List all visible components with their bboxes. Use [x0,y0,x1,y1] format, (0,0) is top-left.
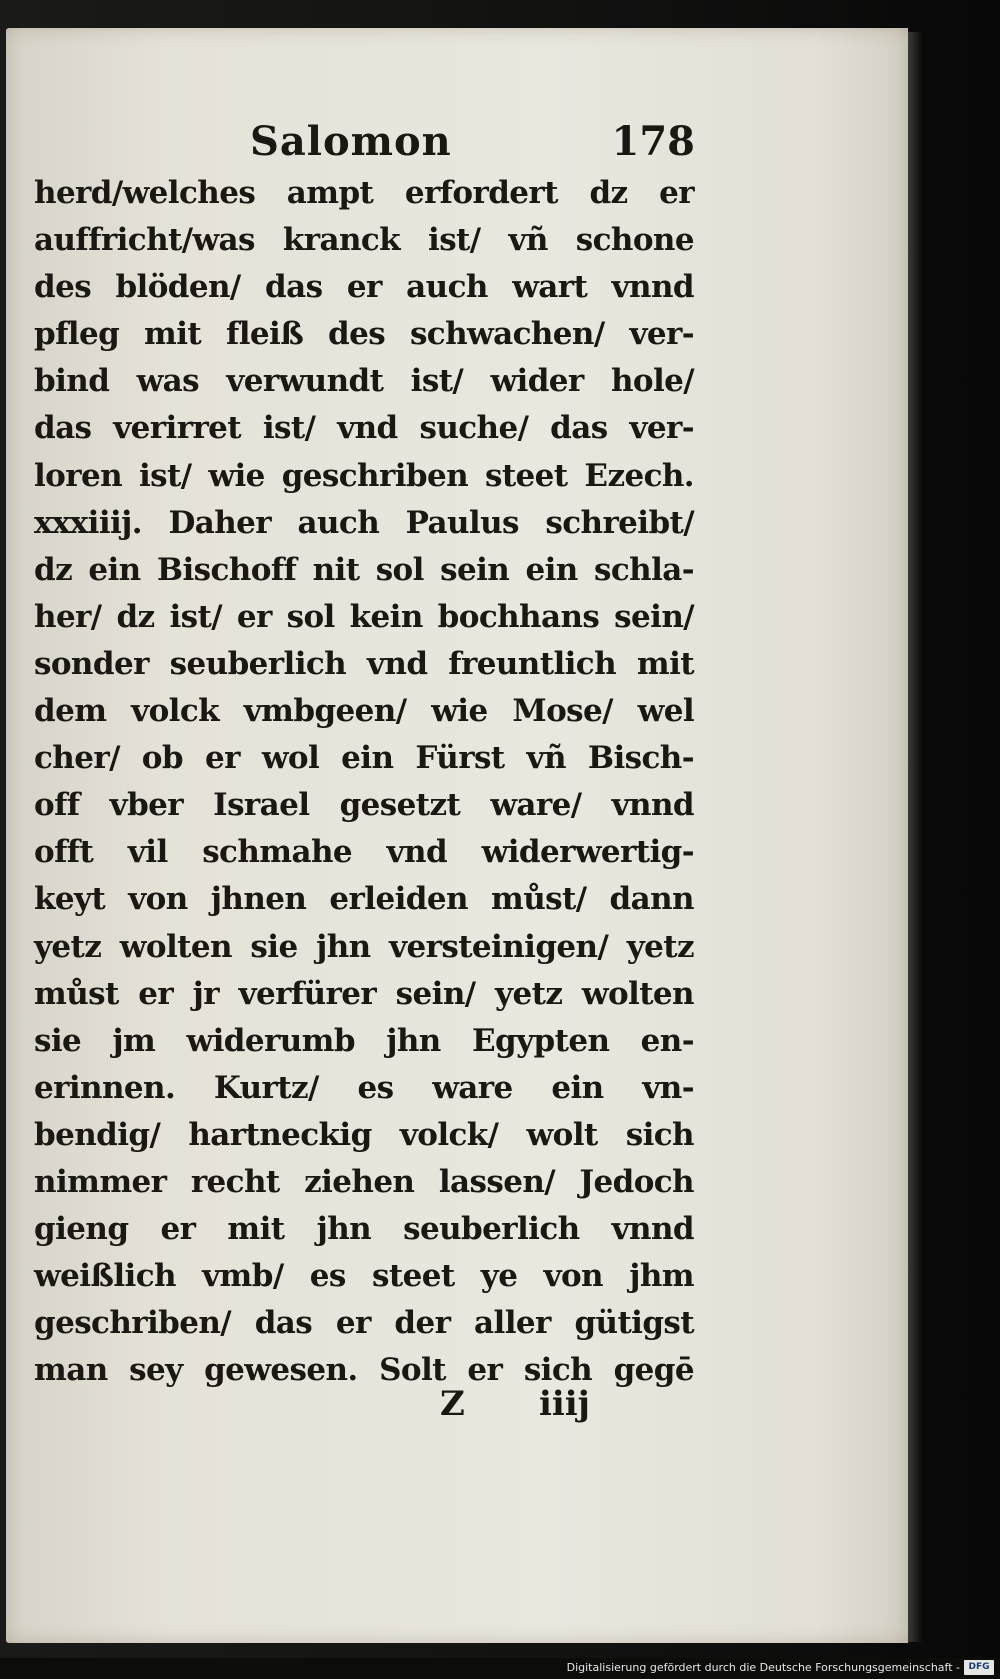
text-line: geschriben/ das er der aller gütigst [34,1305,694,1342]
body-text [34,170,694,1394]
text-line: cher/ ob er wol ein Fürst vñ Bisch- [34,740,694,777]
funding-credit: Digitalisierung gefördert durch die Deutsche Forschungsgemeinschaft - [566,1661,960,1674]
page-edge-shadow [908,32,922,1642]
text-line: her/ dz ist/ er sol kein bochhans sein/ [34,598,694,635]
text-line: offt vil schmahe vnd widerwertig- [34,834,694,871]
text-line: auffricht/was kranck ist/ vñ schone [34,222,694,259]
text-line: yetz wolten sie jhn versteinigen/ yetz [34,928,694,965]
signature-mark [440,1384,590,1434]
running-head [250,118,695,168]
signature-number: iiij [538,1384,590,1424]
text-line: nimmer recht ziehen lassen/ Jedoch [34,1163,694,1200]
text-line: sie jm widerumb jhn Egypten en- [34,1022,694,1059]
text-line: man sey gewesen. Solt er sich gegē [34,1352,694,1389]
text-line: bind was verwundt ist/ wider hole/ [34,363,694,400]
text-line: sonder seuberlich vnd freuntlich mit [34,645,694,682]
text-line: herd/welches ampt erfordert dz er [34,175,694,211]
text-line: bendig/ hartneckig volck/ wolt sich [34,1116,694,1153]
signature-letter: Z [440,1384,465,1424]
running-head-title: Salomon [250,118,452,165]
dfg-logo-icon: DFG [964,1660,994,1675]
text-line: můst er jr verfürer sein/ yetz wolten [34,975,694,1012]
text-line: des blöden/ das er auch wart vnnd [34,269,694,306]
text-line: gieng er mit jhn seuberlich vnnd [34,1211,694,1248]
text-line: weißlich vmb/ es steet ye von jhm [34,1258,694,1295]
text-line: das verirret ist/ vnd suche/ das ver- [34,410,694,447]
text-line: keyt von jhnen erleiden můst/ dann [34,881,694,918]
folio-number: 178 [611,118,695,165]
text-line: erinnen. Kurtz/ es ware ein vn- [34,1069,694,1106]
text-line: off vber Israel gesetzt ware/ vnnd [34,787,694,824]
text-line: dem volck vmbgeen/ wie Mose/ wel [34,693,694,730]
text-line: xxxiiij. Daher auch Paulus schreibt/ [34,504,694,541]
text-line: pfleg mit fleiß des schwachen/ ver- [34,316,694,353]
text-line: loren ist/ wie geschriben steet Ezech. [34,457,694,494]
text-line: dz ein Bischoff nit sol sein ein schla- [34,551,694,588]
